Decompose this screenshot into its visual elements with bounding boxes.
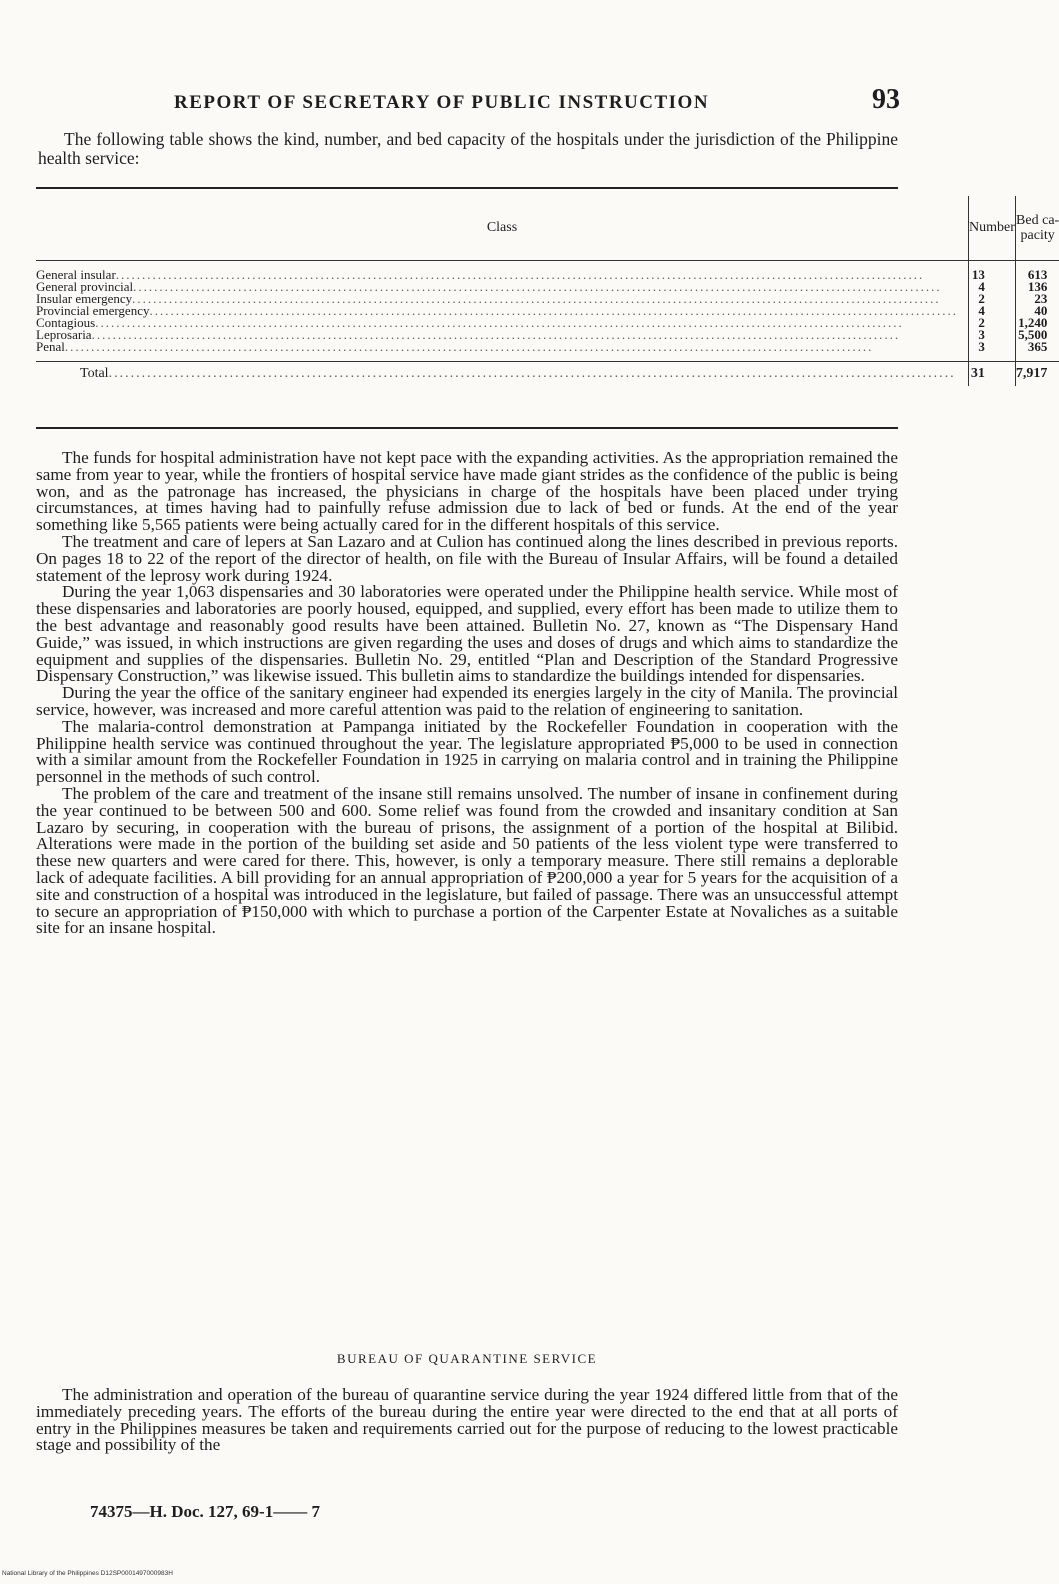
leader-dots: .......................................................................................................................................................... bbox=[64, 339, 874, 354]
row-class: Leprosaria bbox=[36, 327, 92, 342]
quarantine-section bbox=[36, 1387, 898, 1454]
running-title: REPORT OF SECRETARY OF PUBLIC INSTRUCTION bbox=[174, 92, 710, 113]
section-heading: BUREAU OF QUARANTINE SERVICE bbox=[336, 1351, 598, 1366]
leader-dots: .......................................................................................................................................................... bbox=[133, 279, 942, 294]
paragraph-dispensaries: During the year 1,063 dispensaries and 30 laboratories were operated under the Philippine health service. While most of these dispensaries and laboratories are poorly housed, equipped, and supplied, every effort has been made to utilize them to the best advantage and reasonably good results have been attained. Bulletin No. 27, known as “The Dispensary Hand Guide,” was issued, in which instructions are given regarding the uses and doses of drugs and which aims to standardize the equipment and supplies of the dispensaries. Bulletin No. 29, entitled “Plan and Description of the Standard Progressive Dispensary Construction,” was likewise issued. This bulletin aims to standardize the buildings intended for dispensaries. bbox=[36, 582, 898, 686]
intro-paragraph: The following table shows the kind, number, and bed capacity of the hospitals under the jurisdiction of the Philippine health service: bbox=[38, 129, 898, 168]
table-top-rule bbox=[36, 187, 898, 189]
paragraph-malaria-control: The malaria-control demonstration at Pampanga initiated by the Rockefeller Foundation in cooperation with the Philippine health service was continued throughout the year. The legislature appropriated ₱5,000 to be used in connection with a similar amount from the Rockefeller Foundation in 1925 in carrying on malaria control and in training the Philippine personnel in the methods of such control. bbox=[36, 716, 898, 787]
page-number: 93 bbox=[872, 84, 900, 115]
row-class: General insular bbox=[36, 267, 116, 282]
row-class: General provincial bbox=[36, 279, 134, 294]
row-number: 3 bbox=[968, 341, 1015, 353]
leader-dots: .......................................................................................................................................................... bbox=[132, 291, 941, 306]
paragraph-sanitary-engineer: During the year the office of the sanitary engineer had expended its energies largely in the city of Manila. The provincial service, however, was increased and more careful attention was paid to the relation of engineering to sanitation. bbox=[36, 683, 898, 719]
body-text bbox=[36, 450, 898, 937]
header-bed-capacity bbox=[1015, 196, 1059, 261]
leader-dots: .......................................................................................................................................................... bbox=[108, 366, 956, 381]
row-class: Insular emergency bbox=[36, 291, 133, 306]
table-row bbox=[36, 261, 1059, 282]
row-class: Provincial emergency bbox=[36, 303, 150, 318]
table-bottom-rule bbox=[36, 427, 898, 429]
leader-dots: .......................................................................................................................................................... bbox=[91, 327, 901, 342]
hospital-table bbox=[36, 196, 1059, 386]
paragraph-insane: The problem of the care and treatment of the insane still remains unsolved. The number of insane in confinement during the year continued to be between 500 and 600. Some relief was found from the crowded and insanitary condition at San Lazaro by securing, in cooperation with the bureau of prisons, the assignment of a portion of the hospital at Bilibid. Alterations were made in the portion of the building set aside and 50 patients of the less violent type were transferred to these new quarters and were cared for there. This, however, is only a temporary measure. There still remains a deplorable lack of adequate facilities. A bill providing for an annual appropriation of ₱200,000 a year for 5 years for the acquisition of a site and construction of a hospital was introduced in the legislature, but failed of passage. There was an unsuccessful attempt to secure an appropriation of ₱150,000 with which to purchase a portion of the Carpenter Estate at Novaliches as a suitable site for an insane hospital. bbox=[36, 783, 898, 938]
total-label: Total bbox=[80, 366, 109, 381]
total-bed-capacity: 7,917 bbox=[1015, 362, 1059, 387]
header-bed-capacity-line1: Bed ca- bbox=[1016, 213, 1059, 228]
leader-dots: .......................................................................................................................................................... bbox=[149, 303, 958, 318]
table-row bbox=[36, 341, 1059, 353]
paragraph-hospital-funds: The funds for hospital administration have not kept pace with the expanding activities. As the appropriation remained the same from year to year, while the frontiers of hospital service have made giant strides as the confidence of the public is being won, and as the patronage has increased, the physicians in charge of the hospitals have been placed under trying circumstances, at times having had to painfully refuse admission due to lack of bed or funds. At the end of the year something like 5,565 patients were being actually cared for in the different hospitals of this service. bbox=[36, 448, 898, 535]
row-bed-capacity: 5,500 bbox=[1015, 329, 1059, 341]
leader-dots: .......................................................................................................................................................... bbox=[115, 267, 925, 282]
row-class: Contagious bbox=[36, 315, 96, 330]
row-number: 3 bbox=[968, 329, 1015, 341]
row-bed-capacity: 40 bbox=[1015, 305, 1059, 317]
row-bed-capacity: 613 bbox=[1015, 261, 1059, 282]
header-number: Number bbox=[968, 196, 1015, 261]
row-bed-capacity: 365 bbox=[1015, 341, 1059, 353]
table-spacer bbox=[36, 353, 1059, 362]
footer-signature: 74375—H. Doc. 127, 69-1—— 7 bbox=[90, 1502, 320, 1521]
row-number: 2 bbox=[968, 293, 1015, 305]
row-number: 4 bbox=[968, 281, 1015, 293]
row-bed-capacity: 1,240 bbox=[1015, 317, 1059, 329]
row-bed-capacity: 23 bbox=[1015, 293, 1059, 305]
row-bed-capacity: 136 bbox=[1015, 281, 1059, 293]
header-bed-capacity-line2: pacity bbox=[1020, 228, 1055, 243]
table-total-row bbox=[36, 362, 1059, 387]
header-class: Class bbox=[36, 196, 968, 261]
row-number: 13 bbox=[968, 261, 1015, 282]
leader-dots: .......................................................................................................................................................... bbox=[95, 315, 904, 330]
running-head bbox=[40, 84, 900, 116]
table-header-row bbox=[36, 196, 1059, 261]
paragraph-lepers: The treatment and care of lepers at San Lazaro and at Culion has continued along the lines described in previous reports. On pages 18 to 22 of the report of the director of health, on file with the Bureau of Insular Affairs, will be found a detailed statement of the leprosy work during 1924. bbox=[36, 531, 898, 585]
microfilm-credit: National Library of the Philippines D12SP0001497000983H bbox=[2, 1570, 173, 1577]
row-class: Penal bbox=[36, 339, 65, 354]
total-number: 31 bbox=[968, 362, 1015, 387]
row-number: 2 bbox=[968, 317, 1015, 329]
paragraph-quarantine: The administration and operation of the bureau of quarantine service during the year 1924 differed little from that of the immediately preceding years. The efforts of the bureau during the entire year were directed to the end that at all ports of entry in the Philippines measures be taken and requirements carried out for the purpose of reducing to the lowest practicable stage and possibility of the bbox=[36, 1385, 898, 1455]
row-number: 4 bbox=[968, 305, 1015, 317]
